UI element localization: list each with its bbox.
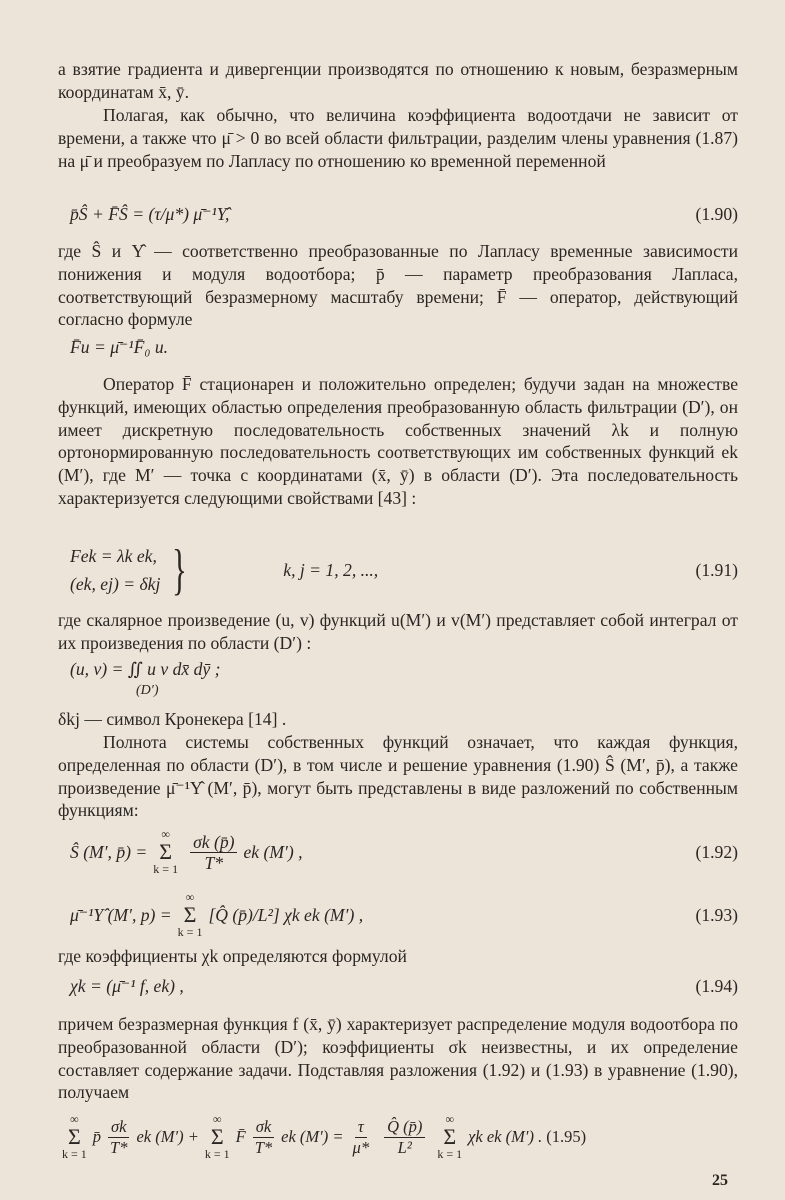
paragraph-9: причем безразмерная функция f (x̄, ȳ) характеризует распределение модуля водоотбора по преобразованной области (D′); коэффициенты σk неизвестны, и их определение составляет содержание задачи. Подставляя разложения (1.92) и (1.93) в уравнение (1.90), получаем [58, 1014, 738, 1103]
equation-1-95-sum1: ∞ Σ k = 1 [62, 1112, 87, 1161]
equation-1-91-number: (1.91) [695, 560, 738, 580]
equation-1-91-row1: Fek = λk ek, [70, 546, 157, 566]
equation-1-95-sum3: ∞ Σ k = 1 [437, 1112, 463, 1161]
equation-operator-F [70, 336, 738, 358]
equation-1-95-term2: ek (M′) = [281, 1127, 344, 1146]
paragraph-5: где скалярное произведение (u, v) функций u(M′) и v(M′) представляет собой интеграл от их произведения по области (D′) : [58, 610, 738, 653]
equation-1-95 [62, 1106, 738, 1168]
equation-1-93-rhs: [Q̂ (p̄)/L²] χk ek (M′) , [208, 905, 364, 925]
equation-1-95-number: (1.95) [546, 1127, 587, 1146]
paragraph-6: δkj — символ Кронекера [14] . [58, 709, 287, 729]
equation-1-92 [70, 822, 738, 882]
equation-1-91-system [70, 539, 193, 601]
equation-1-95-sum2: ∞ Σ k = 1 [204, 1112, 230, 1161]
equation-1-94-number: (1.94) [695, 976, 738, 996]
equation-1-93 [70, 888, 738, 942]
equation-1-92-fraction: $\frac{\sigma k (p̄)}{T*}$ [190, 832, 237, 873]
equation-1-93-number: (1.93) [695, 905, 738, 925]
equation-1-95-term3: χk ek (M′) . [468, 1127, 543, 1146]
equation-1-95-p: p̄ [92, 1127, 102, 1146]
equation-1-91-row2: (ek, ej) = δkj [70, 574, 161, 594]
equation-1-95-frac1: $\frac{\sigma k}{T*}$ [107, 1117, 130, 1158]
equation-1-92-number: (1.92) [695, 842, 738, 862]
equation-1-91-brace: } [172, 539, 188, 601]
equation-1-95-frac2: $\frac{\sigma k}{T*}$ [252, 1117, 275, 1158]
equation-1-93-sum: ∞ Σ k = 1 [177, 890, 203, 939]
equation-1-91 [70, 539, 738, 601]
equation-1-92-sum: ∞ Σ k = 1 [153, 827, 179, 876]
page-number: 25 [712, 1172, 728, 1189]
paragraph-7: Полнота системы собственных функций означает, что каждая функция, определенная по области (D′), в том числе и решение уравнения (1.90) Ŝ (M′, p̄), а также произведение μ̄⁻¹Υ̂ (M′, p̄), могут быть представлены в виде разложений по собственным функциям: [58, 732, 738, 821]
paragraph-2: Полагая, как обычно, что величина коэффициента водоотдачи не зависит от времени, а также что μ̄ > 0 во всей области фильтрации, разделим члены уравнения (1.87) на μ̄ и преобразуем по Лапласу по отношению ко временной переменной [58, 105, 738, 171]
equation-1-90 [70, 203, 738, 225]
paragraph-4: Оператор F̄ стационарен и положительно определен; будучи задан на множестве функций, имеющих областью определения преобразованную область фильтрации (D′), он имеет дискретную последовательность собственных значений λk и полную ортонормированную последовательность соответствующих им собственных функций ek (M′), где M′ — точка с координатами (x̄, ȳ) в области (D′). Эта последовательность характеризуется следующими свойствами [43] : [58, 374, 738, 508]
equation-1-90-formula: p̄Ŝ + F̄Ŝ = (τ/μ*) μ̄⁻¹Υ̂, [70, 204, 230, 224]
paragraph-1: а взятие градиента и дивергенции производятся по отношению к новым, безразмерным координатам x̄, ȳ. [58, 59, 738, 102]
equation-1-94-formula: χk = (μ̄⁻¹ f, ek) , [70, 976, 184, 996]
paragraph-3: где Ŝ и Υ̂ — соответственно преобразованные по Лапласу временные зависимости понижения и модуля водоотбора; p̄ — параметр преобразования Лапласа, соответствующий безразмерному масштабу времени; F̄ — оператор, действующий согласно формуле [58, 241, 738, 330]
equation-1-95-term1: ek (M′) + [136, 1127, 199, 1146]
equation-1-92-rhs: ek (M′) , [243, 842, 303, 862]
equation-1-95-F: F̄ [235, 1127, 246, 1146]
equation-1-93-lhs: μ̄⁻¹Υ̂ (M′, p) = [70, 905, 172, 925]
equation-1-90-number: (1.90) [695, 204, 738, 224]
equation-operator-F-formula: F̄u = μ̄⁻¹F̄₀ u. [70, 337, 169, 357]
equation-1-94 [70, 975, 738, 997]
equation-inner-product [70, 658, 738, 698]
equation-1-92-lhs: Ŝ (M′, p̄) = [70, 842, 148, 862]
equation-1-91-condition: k, j = 1, 2, ..., [283, 560, 379, 580]
equation-inner-product-domain: (D′) [136, 683, 159, 698]
paragraph-8: где коэффициенты χk определяются формулой [58, 946, 407, 966]
equation-inner-product-formula: (u, v) = ∬ u v dx̄ dȳ ; [70, 659, 221, 679]
equation-1-95-frac4: $\frac{Q̂ (p̄)}{\text{L²}}$ [384, 1117, 425, 1158]
equation-1-95-frac3: $\frac{\tau}{\mu*}$ [352, 1116, 370, 1157]
